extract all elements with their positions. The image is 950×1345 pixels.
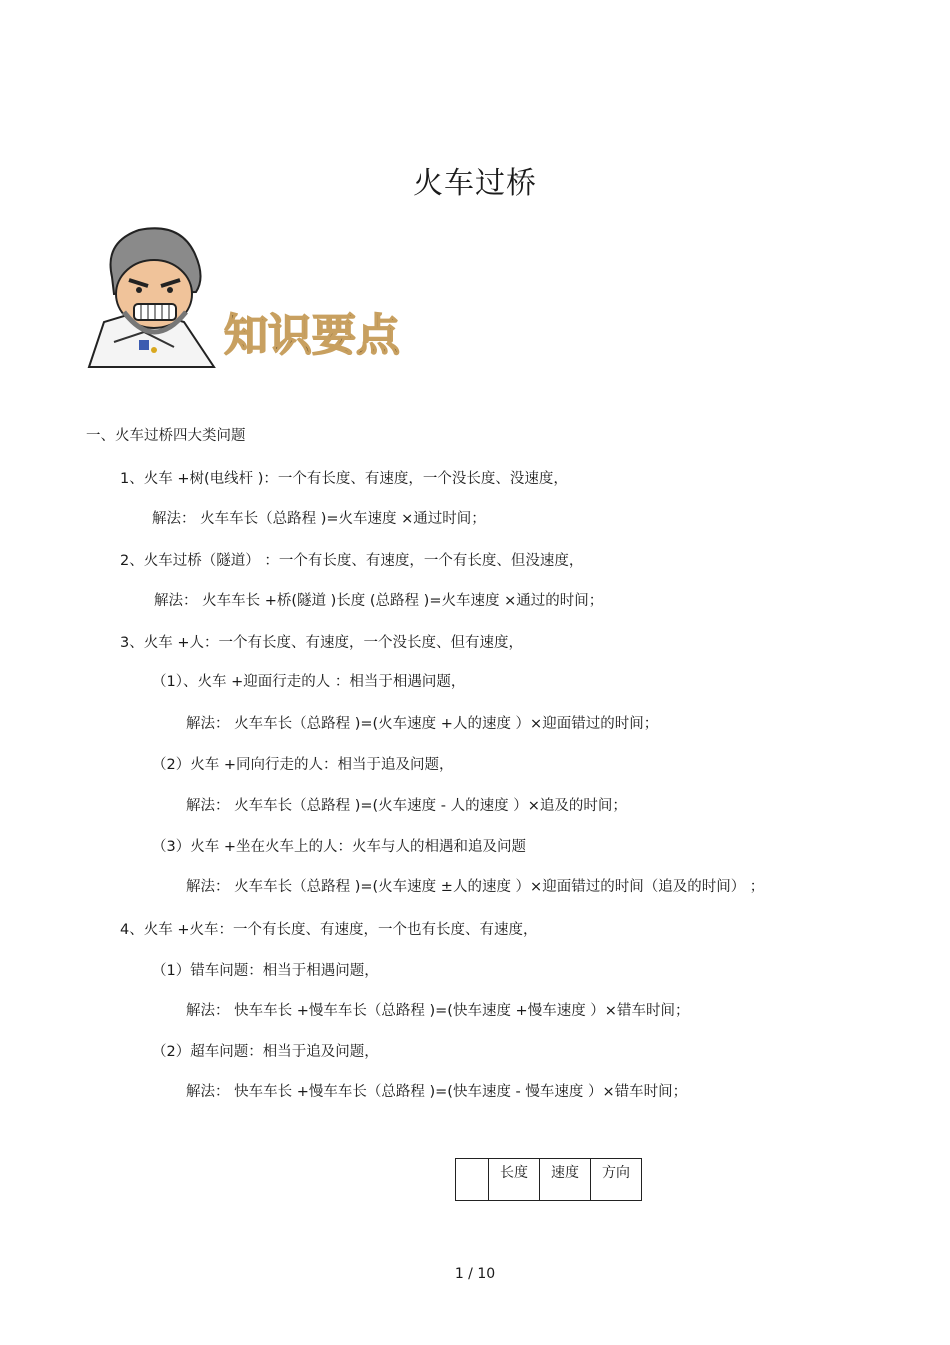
problem-4a-solution: 解法： 快车车长 +慢车车长（总路程 )=(快车速度 +慢车速度 ）×错车时间；	[186, 1003, 690, 1019]
problem-4a: （1）错车问题：相当于相遇问题，	[152, 963, 379, 979]
problem-3a: （1）、火车 +迎面行走的人 ：相当于相遇问题，	[152, 674, 466, 690]
table-cell-blank	[456, 1159, 489, 1201]
problem-3: 3、火车 +人：一个有长度、有速度，一个没长度、但有速度，	[120, 635, 523, 651]
section-heading: 一、火车过桥四大类问题	[86, 428, 246, 444]
problem-4: 4、火车 +火车：一个有长度、有速度，一个也有长度、有速度，	[120, 922, 538, 938]
table-header-speed: 速度	[540, 1159, 591, 1201]
knowledge-points-banner	[84, 222, 400, 370]
page-number: 1 / 10	[454, 1266, 496, 1282]
problem-3c: （3）火车 +坐在火车上的人：火车与人的相遇和追及问题	[152, 839, 526, 855]
problem-4b: （2）超车问题：相当于追及问题，	[152, 1044, 379, 1060]
problem-3c-solution: 解法： 火车车长（总路程 )=(火车速度 ±人的速度 ）×迎面错过的时间（追及的时间） ；	[186, 879, 765, 895]
problem-1-solution: 解法： 火车车长（总路程 )=火车速度 ×通过时间；	[152, 511, 486, 527]
page-title: 火车过桥	[413, 166, 537, 201]
problem-2: 2、火车过桥（隧道） ：一个有长度、有速度，一个有长度、但没速度，	[120, 553, 584, 569]
cartoon-mascot-icon	[84, 222, 400, 370]
logo-lettering: 知识要点	[224, 310, 400, 361]
problem-2-solution: 解法： 火车车长 +桥(隧道 )长度 (总路程 )=火车速度 ×通过的时间；	[154, 593, 604, 609]
comparison-table	[455, 1158, 642, 1201]
problem-4b-solution: 解法： 快车车长 +慢车车长（总路程 )=(快车速度 - 慢车速度 ）×错车时间；	[186, 1084, 688, 1100]
table-header-length: 长度	[489, 1159, 540, 1201]
table-row	[456, 1159, 642, 1201]
table-header-direction: 方向	[591, 1159, 642, 1201]
problem-3b-solution: 解法： 火车车长（总路程 )=(火车速度 - 人的速度 ）×追及的时间；	[186, 798, 627, 814]
problem-1: 1、火车 +树(电线杆 )：一个有长度、有速度，一个没长度、没速度，	[120, 471, 568, 487]
problem-3a-solution: 解法： 火车车长（总路程 )=(火车速度 +人的速度 ）×迎面错过的时间；	[186, 716, 659, 732]
problem-3b: （2）火车 +同向行走的人：相当于追及问题，	[152, 757, 454, 773]
